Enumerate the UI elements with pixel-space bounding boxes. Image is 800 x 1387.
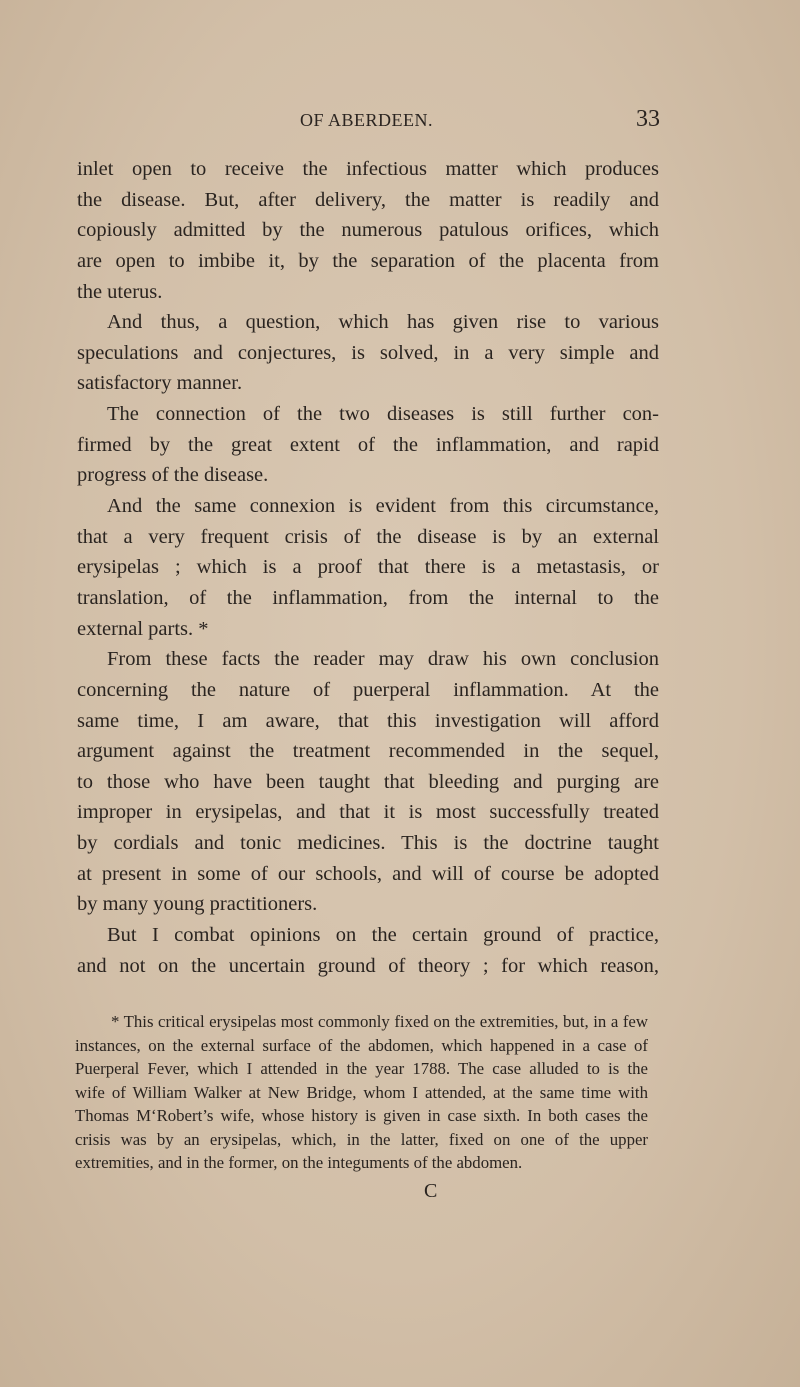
- text-line: same time, I am aware, that this investigation will afford: [77, 709, 659, 732]
- footnote-line: extremities, and in the former, on the integuments of the abdomen.: [75, 1153, 523, 1172]
- text-line: improper in erysipelas, and that it is most successfully treated: [77, 801, 659, 824]
- text-line: concerning the nature of puerperal inflammation. At the: [77, 678, 659, 701]
- text-line: The connection of the two diseases is still further con-: [107, 403, 659, 426]
- running-title: OF ABERDEEN.: [300, 110, 434, 130]
- text-line: the disease. But, after delivery, the matter is readily and: [77, 188, 659, 211]
- text-line: copiously admitted by the numerous patulous orifices, which: [77, 219, 659, 242]
- text-line: inlet open to receive the infectious matter which produces: [77, 158, 659, 180]
- text-line: And the same connexion is evident from this circumstance,: [107, 495, 659, 518]
- text-line: are open to imbibe it, by the separation of the placenta from: [77, 249, 659, 272]
- text-line: And thus, a question, which has given rise to various: [107, 311, 659, 334]
- text-line: at present in some of our schools, and will of course be adopted: [77, 862, 659, 885]
- text-line: speculations and conjectures, is solved, in a very simple and: [77, 341, 659, 364]
- signature-mark: C: [424, 1180, 438, 1202]
- page-number: 33: [636, 106, 660, 132]
- text-line: to those who have been taught that bleeding and purging are: [77, 770, 659, 793]
- text-line: that a very frequent crisis of the disease is by an external: [77, 525, 659, 548]
- text-line: external parts. *: [77, 617, 209, 640]
- footnote-line: crisis was by an erysipelas, which, in the latter, fixed on one of the upper: [75, 1129, 648, 1149]
- body-text: [77, 154, 659, 981]
- text-line: the uterus.: [77, 280, 163, 303]
- footnote-line: Puerperal Fever, which I attended in the year 1788. The case alluded to is the: [75, 1059, 648, 1078]
- footnote-line: wife of William Walker at New Bridge, whom I attended, at the same time with: [75, 1082, 648, 1102]
- text-line: satisfactory manner.: [77, 372, 243, 395]
- page-header: [78, 106, 660, 140]
- footnote: [75, 1010, 648, 1175]
- text-line: firmed by the great extent of the inflammation, and rapid: [77, 433, 659, 456]
- footnote-line: Thomas M‘Robert’s wife, whose history is given in case sixth. In both cases the: [75, 1106, 648, 1125]
- text-line: argument against the treatment recommended in the sequel,: [77, 740, 659, 763]
- text-line: by many young practitioners.: [77, 893, 318, 916]
- text-line: translation, of the inflammation, from the internal to the: [77, 586, 659, 609]
- footnote-line: instances, on the external surface of the abdomen, which happened in a case of: [75, 1035, 648, 1055]
- text-line: progress of the disease.: [77, 464, 269, 487]
- text-line: erysipelas ; which is a proof that there is a metastasis, or: [77, 556, 659, 579]
- text-line: But I combat opinions on the certain ground of practice,: [107, 924, 659, 947]
- text-line: and not on the uncertain ground of theory ; for which reason,: [77, 954, 659, 977]
- text-line: From these facts the reader may draw his own conclusion: [107, 648, 659, 671]
- footnote-line: * This critical erysipelas most commonly fixed on the extremities, but, in a few: [111, 1012, 648, 1031]
- text-line: by cordials and tonic medicines. This is the doctrine taught: [77, 832, 659, 855]
